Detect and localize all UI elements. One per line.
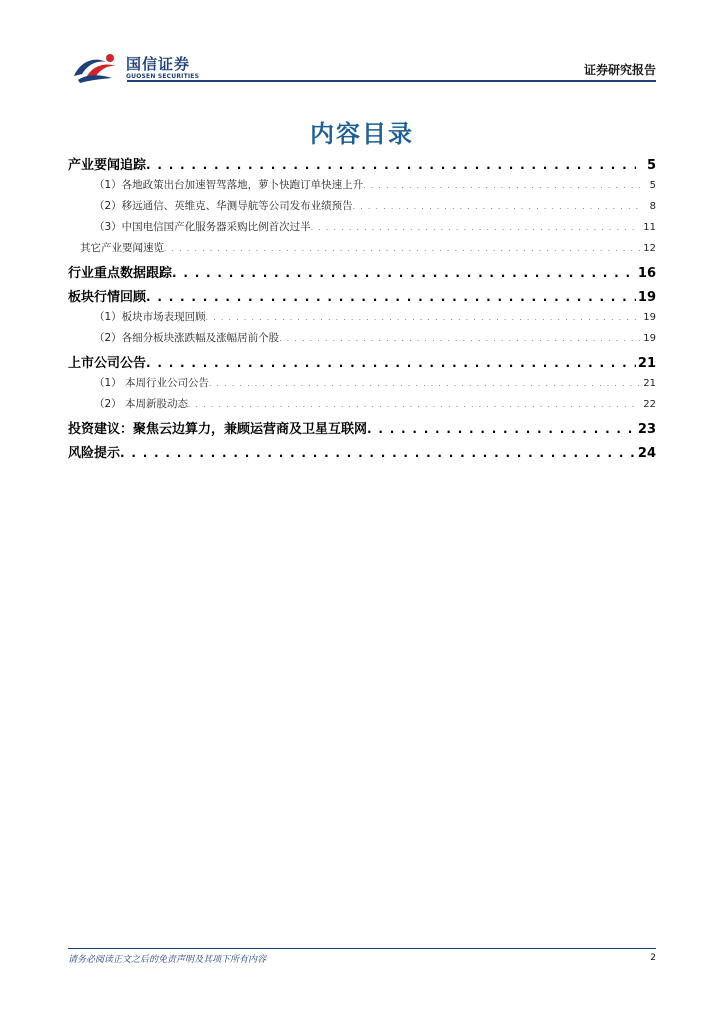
toc-entry-title: （1） 本周行业公司公告: [94, 377, 210, 389]
toc-entry-subsection[interactable]: [68, 240, 656, 261]
toc-title: 内容目录: [310, 120, 414, 148]
toc-entry-page: 5: [649, 180, 656, 191]
logo-chinese-name: 国信证券: [126, 55, 191, 73]
toc-entry-page: 12: [643, 243, 656, 254]
toc-entry-page: 8: [649, 201, 656, 212]
toc-entry-section[interactable]: [68, 441, 656, 465]
toc-entry-section[interactable]: [68, 261, 656, 285]
toc-entry-section[interactable]: [68, 351, 656, 375]
toc-leader-dots: [164, 245, 640, 253]
toc-entry-page: 21: [643, 378, 656, 389]
toc-leader-dots: [353, 203, 640, 211]
toc-entry-title: 风险提示: [68, 446, 121, 461]
toc-leader-dots: [146, 290, 636, 304]
toc-entry-subsection[interactable]: [68, 177, 656, 198]
toc-entry-title: 板块行情回顾: [68, 290, 147, 305]
footer-disclaimer: 请务必阅读正文之后的免责声明及其项下所有内容: [68, 955, 267, 965]
toc-entry-page: 22: [643, 399, 656, 410]
toc-entry-page: 19: [637, 290, 656, 305]
toc-entry-title: （2）各细分板块涨跌幅及涨幅居前个股: [94, 332, 280, 344]
toc-entry-page: 24: [637, 446, 656, 461]
toc-leader-dots: [311, 224, 640, 232]
toc-entry-title: （1）各地政策出台加速智驾落地，萝卜快跑订单快速上升: [94, 179, 364, 191]
toc-entry-title: （1）板块市场表现回顾: [94, 311, 206, 323]
toc-entry-page: 16: [637, 266, 656, 281]
toc-entry-section[interactable]: [68, 285, 656, 309]
toc-leader-dots: [209, 380, 640, 388]
toc-leader-dots: [146, 158, 636, 172]
toc-entry-page: 5: [646, 158, 656, 173]
toc-leader-dots: [363, 182, 640, 190]
toc-entry-page: 19: [643, 312, 656, 323]
toc-leader-dots: [367, 422, 636, 436]
toc-entry-subsection[interactable]: [68, 309, 656, 330]
report-type-label: 证券研究报告: [583, 63, 656, 77]
toc-entry-page: 21: [637, 356, 656, 371]
toc-entry-title: 投资建议：聚焦云边算力，兼顾运营商及卫星互联网: [68, 422, 368, 437]
toc-leader-dots: [279, 335, 640, 343]
toc-entry-subsection[interactable]: [68, 330, 656, 351]
toc-entry-page: 23: [637, 422, 656, 437]
toc-entry-title: 产业要闻追踪: [68, 158, 147, 173]
page-header: [0, 0, 724, 90]
toc-entry-title: 行业重点数据跟踪: [68, 266, 173, 281]
toc-entry-title: 上市公司公告: [68, 356, 147, 371]
toc-leader-dots: [206, 314, 640, 322]
header-divider: [127, 80, 656, 82]
table-of-contents: [68, 153, 656, 465]
toc-entry-page: 11: [643, 222, 656, 233]
toc-leader-dots: [172, 266, 636, 280]
toc-leader-dots: [120, 446, 636, 460]
toc-entry-subsection[interactable]: [68, 198, 656, 219]
footer-divider: [68, 948, 656, 949]
toc-entry-subsection[interactable]: [68, 219, 656, 240]
toc-leader-dots: [146, 356, 636, 370]
toc-entry-page: 19: [643, 333, 656, 344]
toc-entry-section[interactable]: [68, 153, 656, 177]
toc-entry-subsection[interactable]: [68, 375, 656, 396]
toc-leader-dots: [188, 401, 640, 409]
toc-entry-title: 其它产业要闻速览: [80, 242, 164, 254]
page-number: 2: [650, 953, 656, 963]
toc-entry-title: （2） 本周新股动态: [94, 398, 189, 410]
guosen-logo-icon: [72, 52, 122, 84]
toc-entry-section[interactable]: [68, 417, 656, 441]
toc-entry-title: （2）移远通信、英维克、华测导航等公司发布业绩预告: [94, 200, 353, 212]
logo-english-name: GUOSEN SECURITIES: [126, 73, 200, 80]
toc-entry-title: （3）中国电信国产化服务器采购比例首次过半: [94, 221, 311, 233]
toc-entry-subsection[interactable]: [68, 396, 656, 417]
